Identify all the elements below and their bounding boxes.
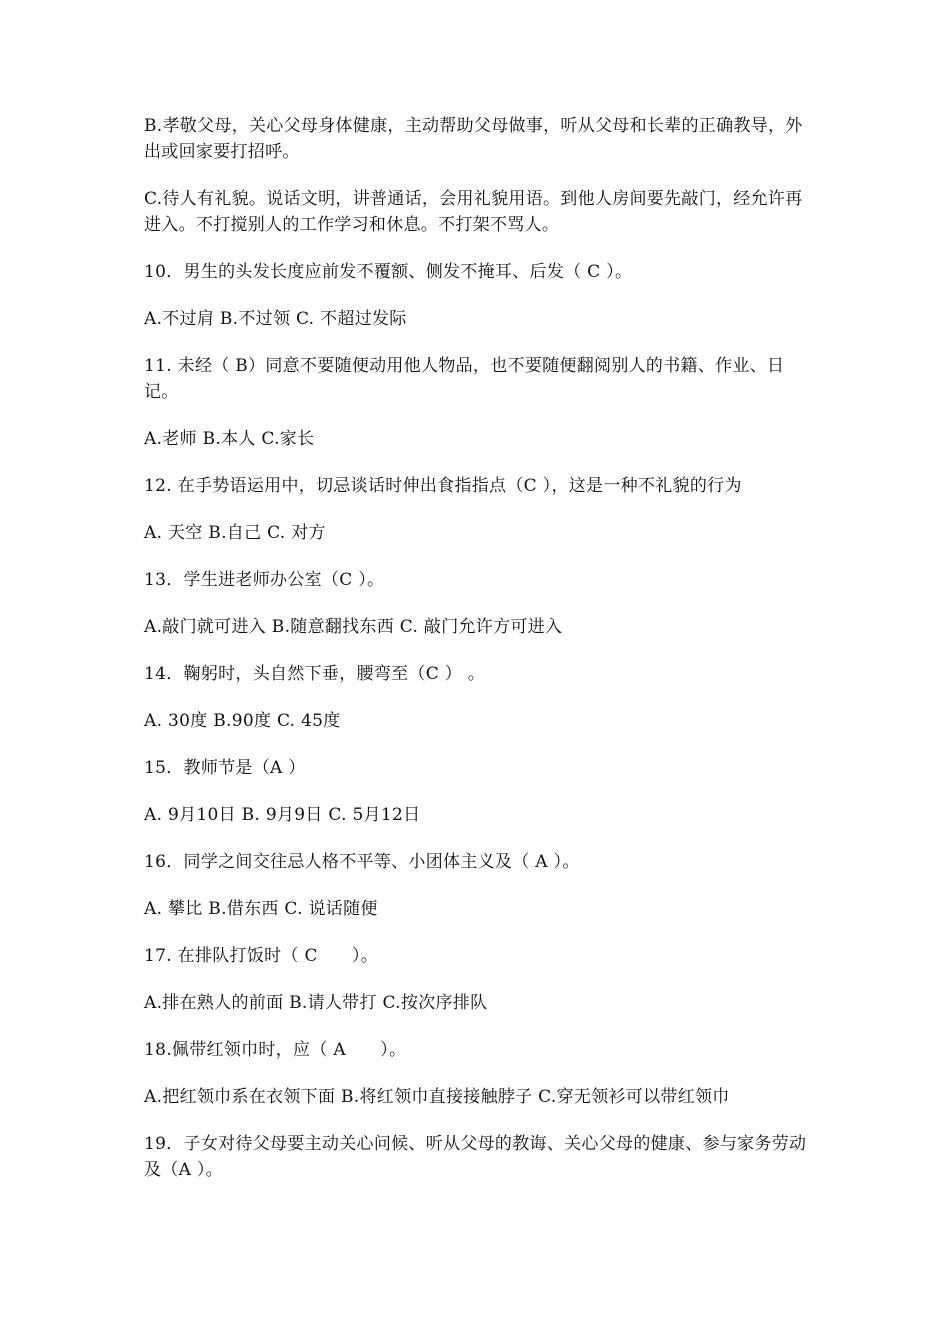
question-14: 14．鞠躬时，头自然下垂，腰弯至（C ） 。 bbox=[144, 664, 486, 684]
answers-15: A. 9月10日 B. 9月9日 C. 5月12日 bbox=[144, 805, 421, 825]
question-19: 19．子女对待父母要主动关心问候、听从父母的教诲、关心父母的健康、参与家务劳动及（A ）。 bbox=[144, 1134, 807, 1180]
question-10: 10．男生的头发长度应前发不覆额、侧发不掩耳、后发（ C ）。 bbox=[144, 262, 633, 282]
document-page bbox=[144, 113, 808, 1204]
answers-14: A. 30度 B.90度 C. 45度 bbox=[144, 711, 341, 731]
question-11: 11. 未经（ B）同意不要随便动用他人物品，也不要随便翻阅别人的书籍、作业、日记。 bbox=[144, 356, 785, 402]
question-13: 13．学生进老师办公室（C ）。 bbox=[144, 570, 385, 590]
answers-17: A.排在熟人的前面 B.请人带打 C.按次序排队 bbox=[144, 993, 488, 1013]
question-16: 16．同学之间交往忌人格不平等、小团体主义及（ A ）。 bbox=[144, 852, 580, 872]
question-15: 15．教师节是（A ） bbox=[144, 758, 306, 778]
question-17: 17. 在排队打饭时（ C ）。 bbox=[144, 946, 379, 966]
answers-11: A.老师 B.本人 C.家长 bbox=[144, 429, 315, 449]
question-12: 12. 在手势语运用中，切忌谈话时伸出食指指点（C ），这是一种不礼貌的行为 bbox=[144, 476, 742, 496]
paragraph-option-c-polite: C.待人有礼貌。说话文明，讲普通话，会用礼貌用语。到他人房间要先敲门，经允许再进入。不打搅别人的工作学习和休息。不打架不骂人。 bbox=[144, 189, 803, 235]
question-18: 18.佩带红领巾时，应（ A ）。 bbox=[144, 1040, 407, 1060]
answers-10: A.不过肩 B.不过领 C. 不超过发际 bbox=[144, 309, 407, 329]
answers-16: A. 攀比 B.借东西 C. 说话随便 bbox=[144, 899, 378, 919]
paragraph-option-b-filial: B.孝敬父母，关心父母身体健康，主动帮助父母做事，听从父母和长辈的正确教导，外出或回家要打招呼。 bbox=[144, 116, 803, 162]
answers-18: A.把红领巾系在衣领下面 B.将红领巾直接接触脖子 C.穿无领衫可以带红领巾 bbox=[144, 1087, 730, 1107]
answers-12: A. 天空 B.自己 C. 对方 bbox=[144, 523, 326, 543]
answers-13: A.敲门就可进入 B.随意翻找东西 C. 敲门允许方可进入 bbox=[144, 617, 563, 637]
